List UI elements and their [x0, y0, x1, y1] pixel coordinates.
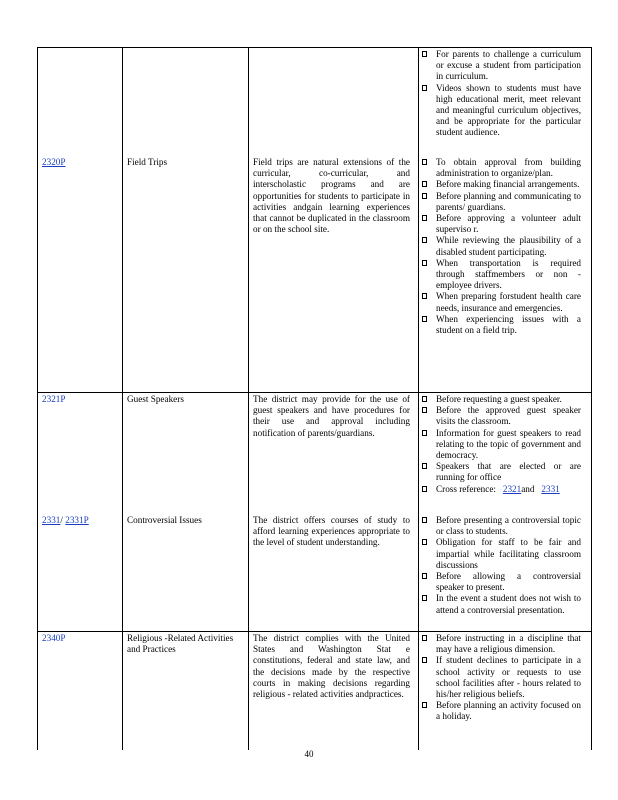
column-divider — [248, 47, 249, 750]
list-item: Speakers that are elected or are running for office — [421, 461, 581, 483]
list-item: Videos shown to students must have high educational merit, meet relevant and meaningful curriculum objectives, and be appropriate for the particular student audience. — [421, 83, 581, 139]
policy-description: The district may provide for the use of guest speakers and have procedures for their use and approval including notification of parents/guardians. — [253, 394, 410, 438]
list-item: Obligation for staff to be fair and impartial while facilitating classroom discussions — [421, 537, 581, 571]
checkbox-bullet-icon — [422, 181, 427, 187]
cross-reference-link[interactable]: 2331 — [541, 483, 560, 494]
list-item: While reviewing the plausibility of a disabled student participating. — [421, 235, 581, 257]
policy-title: Religious -Related Activities and Practices — [127, 633, 234, 655]
list-item: Before allowing a controversial speaker to present. — [421, 571, 581, 593]
policy-code-link[interactable]: 2331 — [42, 515, 61, 525]
row-items-continued — [421, 49, 581, 139]
policy-code-cell — [42, 394, 118, 405]
policy-items — [421, 157, 581, 336]
list-item: Before planning and communicating to parents/ guardians. — [421, 191, 581, 213]
policy-items — [421, 394, 581, 495]
policy-code-cell — [42, 157, 118, 168]
list-item: In the event a student does not wish to attend a controversial presentation. — [421, 593, 581, 615]
policy-code-link[interactable]: 2320P — [42, 157, 66, 167]
checkbox-bullet-icon — [422, 430, 427, 436]
checkbox-bullet-icon — [422, 293, 427, 299]
policy-code: 2340P — [42, 633, 66, 643]
checkbox-bullet-icon — [422, 635, 427, 641]
page-number: 40 — [304, 749, 314, 759]
checkbox-bullet-icon — [422, 396, 427, 402]
checkbox-bullet-icon — [422, 316, 427, 322]
row-divider — [37, 631, 592, 632]
table-border-right — [591, 47, 592, 750]
checkbox-bullet-icon — [422, 539, 427, 545]
list-item: Before instructing in a discipline that may have a religious dimension. — [421, 633, 581, 655]
policy-items — [421, 515, 581, 616]
policy-code: 2321P — [42, 394, 66, 404]
column-divider — [418, 47, 419, 750]
policy-title: Controversial Issues — [127, 515, 202, 525]
checkbox-bullet-icon — [422, 517, 427, 523]
policy-description: Field trips are natural extensions of the curricular, co-curricular, and interscholastic programs and are opportunities for students to participate in activities andgain learning experiences that cannot be duplicated in the classroom or on the school site. — [253, 157, 410, 235]
list-item: If student declines to participate in a school activity or requests to use school facilities after - hours related to his/her religious beliefs. — [421, 655, 581, 700]
checkbox-bullet-icon — [422, 463, 427, 469]
column-divider — [122, 47, 123, 750]
checkbox-bullet-icon — [422, 486, 427, 492]
checkbox-bullet-icon — [422, 51, 427, 57]
code-separator: / — [60, 515, 63, 525]
checkbox-bullet-icon — [422, 573, 427, 579]
policy-title: Field Trips — [127, 157, 168, 167]
checkbox-bullet-icon — [422, 159, 427, 165]
list-item: To obtain approval from building administration to organize/plan. — [421, 157, 581, 179]
table-border-top — [37, 47, 592, 48]
list-item: Before approving a volunteer adult superviso r. — [421, 213, 581, 235]
checkbox-bullet-icon — [422, 260, 427, 266]
checkbox-bullet-icon — [422, 193, 427, 199]
list-item: Information for guest speakers to read relating to the topic of government and democracy. — [421, 428, 581, 462]
checkbox-bullet-icon — [422, 215, 427, 221]
policy-code-cell — [42, 515, 122, 526]
checkbox-bullet-icon — [422, 595, 427, 601]
checkbox-bullet-icon — [422, 237, 427, 243]
checkbox-bullet-icon — [422, 407, 427, 413]
list-item: When transportation is required through staffmembers or non - employee drivers. — [421, 258, 581, 292]
policy-code-cell — [42, 633, 118, 644]
table-border-left — [37, 47, 38, 750]
cross-reference-link[interactable]: 2321 — [502, 483, 522, 494]
list-item: When preparing forstudent health care needs, insurance and emergencies. — [421, 291, 581, 313]
list-item: Before making financial arrangements. — [421, 179, 581, 190]
policy-title: Guest Speakers — [127, 394, 184, 404]
cross-reference: Cross reference: 2321and 2331 — [421, 484, 581, 495]
row-divider — [37, 392, 592, 393]
policy-description: The district complies with the United States and Washington Stat e constitutions, federal and state law, and the decisions made by the respective courts in making decisions regarding religious - related activities andpractices. — [253, 633, 410, 700]
list-item: Before requesting a guest speaker. — [421, 394, 581, 405]
list-item: Before the approved guest speaker visits the classroom. — [421, 405, 581, 427]
list-item: Before planning an activity focused on a holiday. — [421, 700, 581, 722]
policy-items — [421, 633, 581, 723]
policy-code-link[interactable]: 2331P — [65, 515, 89, 525]
list-item: When experiencing issues with a student on a field trip. — [421, 314, 581, 336]
checkbox-bullet-icon — [422, 657, 427, 663]
policy-description: The district offers courses of study to afford learning experiences appropriate to the level of student understanding. — [253, 515, 410, 548]
list-item: For parents to challenge a curriculum or excuse a student from participation in curriculum. — [421, 49, 581, 83]
list-item: Before presenting a controversial topic or class to students. — [421, 515, 581, 537]
checkbox-bullet-icon — [422, 702, 427, 708]
checkbox-bullet-icon — [422, 85, 427, 91]
